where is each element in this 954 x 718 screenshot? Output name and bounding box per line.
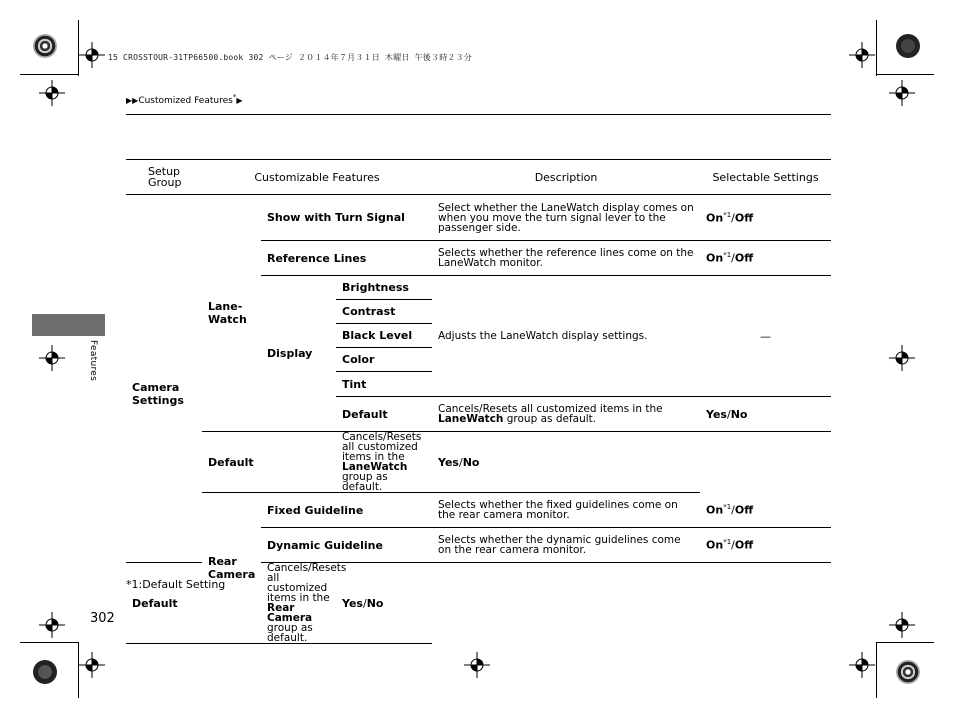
- description-cell: Select whether the LaneWatch display comes on when you move the turn signal lever to the passenger side.: [432, 195, 700, 241]
- registration-rosette-icon: [896, 34, 920, 58]
- breadcrumb-arrow-icon: ▶: [236, 96, 243, 105]
- crosshair-icon: [79, 42, 105, 68]
- table-row: [126, 195, 831, 241]
- feature-rear-camera-default: Default: [126, 563, 261, 644]
- description-cell: Selects whether the reference lines come on the LaneWatch monitor.: [432, 241, 700, 276]
- table-row: [126, 493, 831, 528]
- crosshair-icon: [39, 80, 65, 106]
- crosshair-icon: [39, 345, 65, 371]
- display-item-default: Default: [336, 397, 432, 432]
- setting-cell: Yes/No: [432, 432, 700, 493]
- description-cell: Cancels/Resets all customized items in the LaneWatch group as default.: [336, 432, 432, 493]
- table-row: [126, 432, 831, 493]
- header-customizable-features: Customizable Features: [202, 160, 432, 195]
- table-header-row: [126, 160, 831, 195]
- section-label: Features: [88, 340, 98, 382]
- breadcrumb-arrow-icon: ▶▶: [126, 96, 139, 105]
- description-cell: Adjusts the LaneWatch display settings.: [432, 276, 700, 397]
- registration-rosette-icon: [33, 34, 57, 58]
- header-selectable-settings: Selectable Settings: [700, 160, 831, 195]
- footnote: *1:Default Setting: [126, 578, 226, 591]
- feature-show-with-turn-signal: Show with Turn Signal: [261, 195, 432, 241]
- description-cell: Selects whether the fixed guidelines come on the rear camera monitor.: [432, 493, 700, 528]
- feature-display: Display: [261, 276, 336, 432]
- setting-cell: —: [700, 276, 831, 397]
- feature-lanewatch-default: Default: [202, 432, 336, 493]
- setting-cell: Yes/No: [700, 397, 831, 432]
- page-number: 302: [90, 611, 115, 626]
- crosshair-icon: [79, 652, 105, 678]
- setting-cell: On$^{*1}$/Off: [700, 195, 831, 241]
- file-info: 15 CROSSTOUR-31TP66500.book 302 ページ ２０１４年７月３１日 木曜日 午後３時２３分: [108, 53, 473, 62]
- breadcrumb-asterisk: *: [232, 93, 237, 101]
- setup-group-cell: Camera Settings: [126, 195, 202, 563]
- description-cell: Selects whether the dynamic guidelines come on the rear camera monitor.: [432, 528, 700, 563]
- registration-rosette-icon: [896, 660, 920, 684]
- feature-fixed-guideline: Fixed Guideline: [261, 493, 432, 528]
- display-item-brightness: Brightness: [336, 276, 432, 300]
- crosshair-icon: [889, 612, 915, 638]
- header-rule: [126, 114, 831, 115]
- header-setup-group: Setup Group: [126, 160, 202, 195]
- breadcrumb: [126, 93, 242, 106]
- crosshair-icon: [464, 652, 490, 678]
- rear-camera-group-label: Rear Camera: [202, 493, 261, 644]
- customized-features-table: [126, 159, 831, 644]
- display-item-color: Color: [336, 348, 432, 372]
- display-item-contrast: Contrast: [336, 300, 432, 324]
- display-item-tint: Tint: [336, 372, 432, 397]
- header-description: Description: [432, 160, 700, 195]
- feature-dynamic-guideline: Dynamic Guideline: [261, 528, 432, 563]
- crosshair-icon: [39, 612, 65, 638]
- crosshair-icon: [889, 345, 915, 371]
- breadcrumb-label[interactable]: Customized Features: [138, 96, 233, 106]
- description-cell: Cancels/Resets all customized items in the LaneWatch group as default.: [432, 397, 700, 432]
- crosshair-icon: [889, 80, 915, 106]
- registration-rosette-icon: [33, 660, 57, 684]
- lanewatch-group-label: Lane-Watch: [202, 195, 261, 432]
- setting-cell: On$^{*1}$/Off: [700, 241, 831, 276]
- feature-reference-lines: Reference Lines: [261, 241, 432, 276]
- setting-cell: On$^{*1}$/Off: [700, 528, 831, 563]
- setting-cell: Yes/No: [336, 563, 432, 644]
- crosshair-icon: [849, 42, 875, 68]
- description-cell: Cancels/Resets all customized items in the Rear Camera group as default.: [261, 563, 336, 644]
- crosshair-icon: [849, 652, 875, 678]
- setting-cell: On$^{*1}$/Off: [700, 493, 831, 528]
- section-tab: [32, 314, 105, 336]
- display-item-black-level: Black Level: [336, 324, 432, 348]
